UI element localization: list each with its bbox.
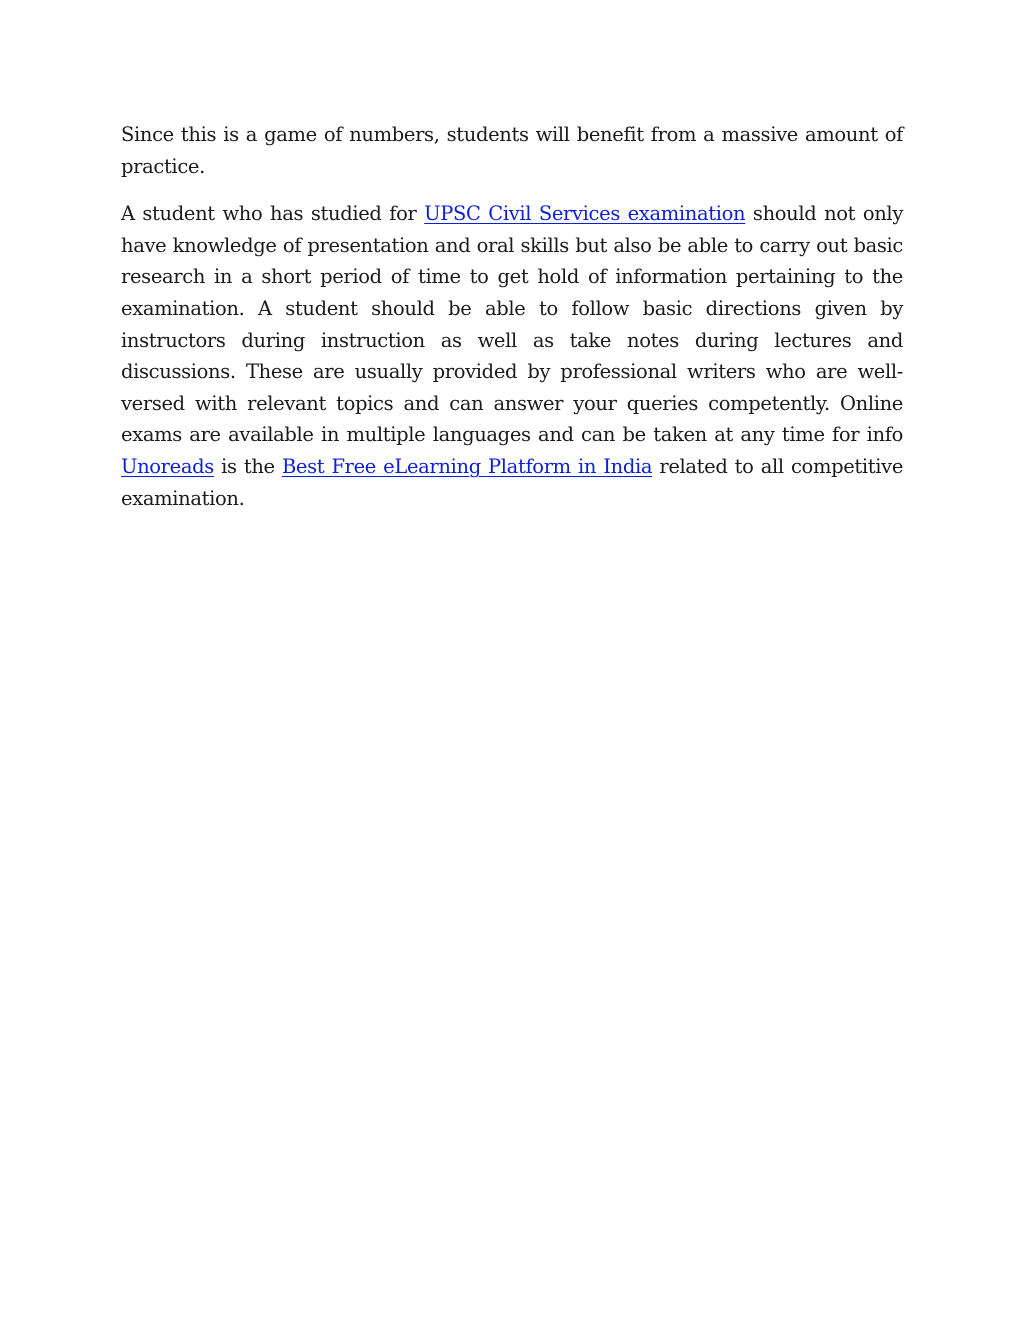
paragraph-2-text-part-4: related to all competitive examination. xyxy=(121,454,904,510)
paragraph-2-text-part-3: is the xyxy=(213,454,282,478)
paragraph-practice xyxy=(121,119,903,182)
best-free-elearning-platform-link[interactable]: Best Free eLearning Platform in India xyxy=(281,454,653,478)
unoreads-link[interactable]: Unoreads xyxy=(121,454,214,478)
document-body xyxy=(121,119,903,530)
paragraph-1-text: Since this is a game of numbers, students will benefit from a massive amount of practice. xyxy=(121,123,903,178)
paragraph-upsc xyxy=(121,198,903,514)
paragraph-2-text-part-2: should not only have knowledge of presentation and oral skills but also be able to carry out basic research in a short period of time to get hold of information pertaining to the examination. A student should be able to follow basic directions given by instructors during instruction as well as take notes during lectures and discussions. These are usually provided by professional writers who are well-versed with relevant topics and can answer your queries competently. Online exams are available in multiple languages and can be taken at any time for info xyxy=(121,202,903,447)
paragraph-2-text-part-1: A student who has studied for xyxy=(121,202,425,226)
upsc-civil-services-link[interactable]: UPSC Civil Services examination xyxy=(424,202,746,226)
